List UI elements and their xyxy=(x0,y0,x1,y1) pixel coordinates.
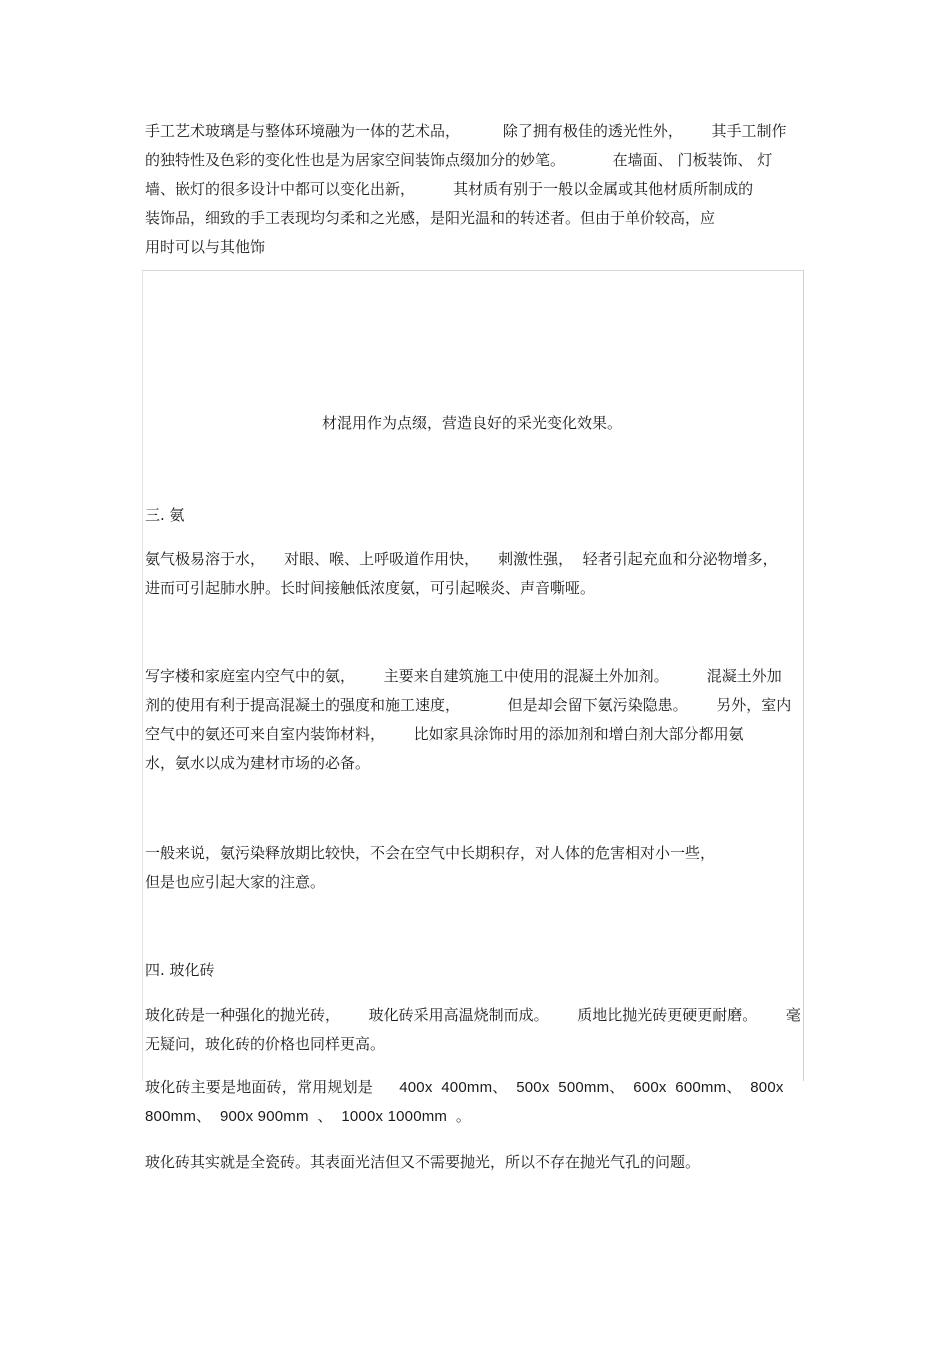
text-line: 剂的使用有利于提高混凝土的强度和施工速度， 但是却会留下氨污染隐患。 另外，室内 xyxy=(145,696,792,714)
centered-line: 材混用作为点缀，营造良好的采光变化效果。 xyxy=(321,414,622,432)
text-line: 一般来说，氨污染释放期比较快，不会在空气中长期积存，对人体的危害相对小一些， xyxy=(145,844,716,862)
section-heading: 三. 氨 xyxy=(145,506,185,524)
text-line: 无疑问，玻化砖的价格也同样更高。 xyxy=(145,1035,386,1053)
text-line: 墙、嵌灯的很多设计中都可以变化出新， 其材质有别于一般以金属或其他材质所制成的 xyxy=(145,180,754,198)
section-heading: 四. 玻化砖 xyxy=(145,961,215,979)
text-line: 氨气极易溶于水， 对眼、喉、上呼吸道作用快， 刺激性强， 轻者引起充血和分泌物增多， xyxy=(145,550,778,568)
text-line: 水，氨水以成为建材市场的必备。 xyxy=(145,754,371,772)
text-line: 空气中的氨还可来自室内装饰材料， 比如家具涂饰时用的添加剂和增白剂大部分都用氨 xyxy=(145,725,744,743)
text-line: 写字楼和家庭室内空气中的氨， 主要来自建筑施工中使用的混凝土外加剂。 混凝土外加 xyxy=(145,667,782,685)
text-line: 手工艺术玻璃是与整体环境融为一体的艺术品， 除了拥有极佳的透光性外， 其手工制作 xyxy=(145,122,787,140)
text-line: 玻化砖是一种强化的抛光砖， 玻化砖采用高温烧制而成。 质地比抛光砖更硬更耐磨。 毫 xyxy=(145,1006,801,1024)
text-line: 玻化砖其实就是全瓷砖。其表面光洁但又不需要抛光，所以不存在抛光气孔的问题。 xyxy=(145,1153,701,1171)
text-line: 800mm、 900x 900mm 、 1000x 1000mm 。 xyxy=(145,1108,472,1125)
text-line: 进而可引起肺水肿。长时间接触低浓度氨，可引起喉炎、声音嘶哑。 xyxy=(145,579,596,597)
text-line: 但是也应引起大家的注意。 xyxy=(145,873,326,891)
text-line: 玻化砖主要是地面砖，常用规划是 400x 400mm、 500x 500mm、 600x 600mm、 800x xyxy=(145,1079,784,1096)
text-line: 用时可以与其他饰 xyxy=(145,238,266,256)
text-line: 的独特性及色彩的变化性也是为居家空间装饰点缀加分的妙笔。 在墙面、 门板装饰、 灯 xyxy=(145,151,773,169)
text-line: 装饰品，细致的手工表现均匀柔和之光感，是阳光温和的转述者。但由于单价较高，应 xyxy=(145,209,716,227)
